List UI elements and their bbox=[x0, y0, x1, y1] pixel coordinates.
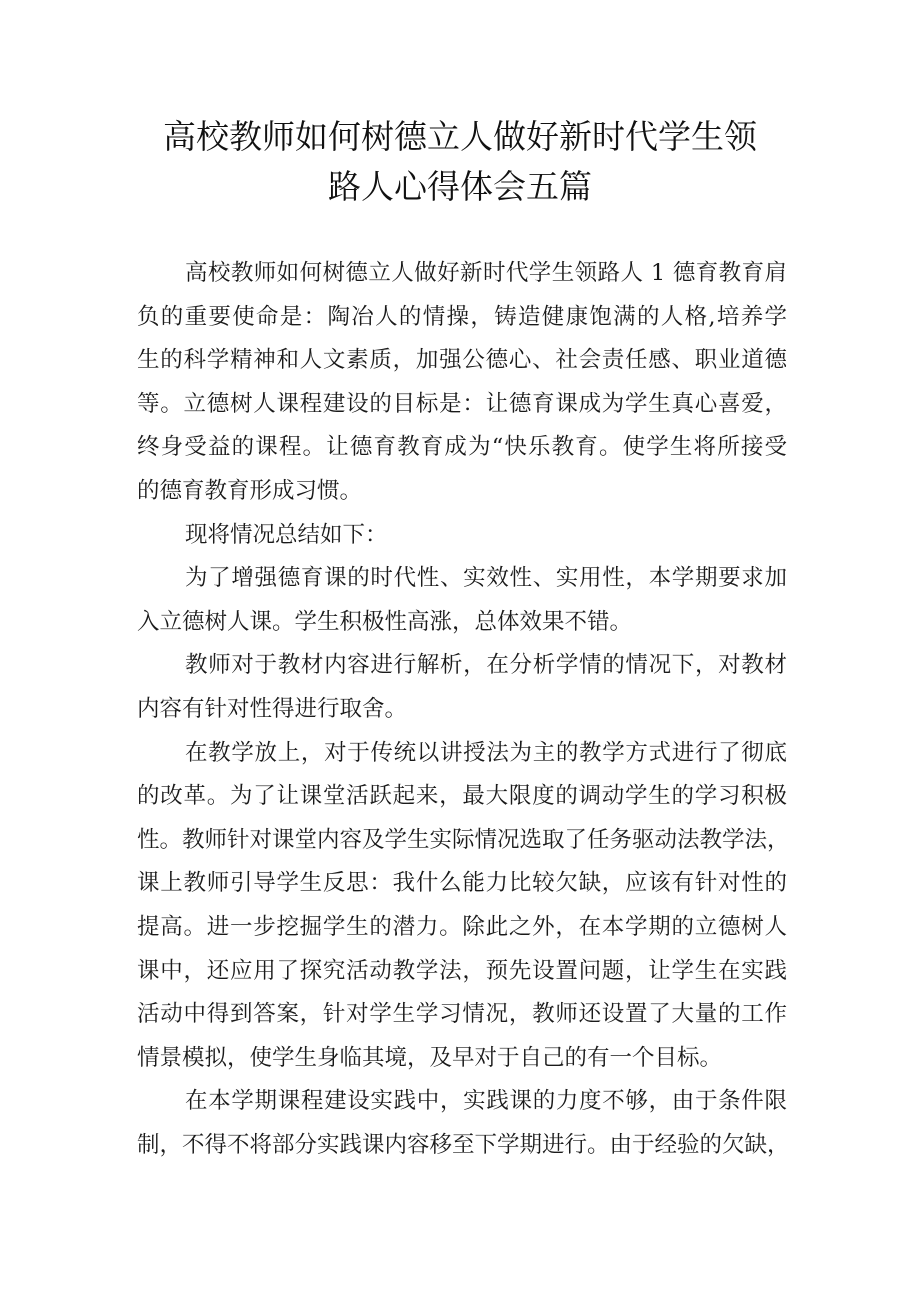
text-line: 的德育教育形成习惯。 bbox=[137, 477, 363, 504]
paragraph bbox=[137, 732, 790, 1081]
text-line: 高校教师如何树德立人做好新时代学生领路人 1 德育教育肩 bbox=[185, 260, 787, 286]
text-line: 等。立德树人课程建设的目标是：让德育课成为学生真心喜爱， bbox=[137, 390, 787, 417]
text-line: 为了增强德育课的时代性、实效性、实用性，本学期要求加 bbox=[185, 565, 787, 592]
text-line: 课中，还应用了探究活动教学法，预先设置问题，让学生在实践 bbox=[137, 957, 787, 984]
text-line: 入立德树人课。学生积极性高涨，总体效果不错。 bbox=[137, 608, 633, 635]
text-line: 性。教师针对课堂内容及学生实际情况选取了任务驱动法教学法， bbox=[137, 826, 790, 853]
paragraph bbox=[137, 1080, 790, 1167]
text-line: 内容有针对性得进行取舍。 bbox=[137, 695, 408, 722]
document-body bbox=[137, 252, 790, 1167]
text-line: 现将情况总结如下： bbox=[185, 521, 388, 548]
paragraph bbox=[137, 252, 787, 514]
text-line: 终身受益的课程。让德育教育成为“快乐教育。使学生将所接受 bbox=[137, 434, 787, 461]
text-line: 提高。进一步挖掘学生的潜力。除此之外，在本学期的立德树人 bbox=[137, 913, 787, 940]
title-line: 路人心得体会五篇 bbox=[328, 167, 592, 206]
text-line: 生的科学精神和人文素质，加强公德心、社会责任感、职业道德 bbox=[137, 347, 787, 374]
title-line: 高校教师如何树德立人做好新时代学生领 bbox=[163, 117, 757, 156]
text-line: 的改革。为了让课堂活跃起来，最大限度的调动学生的学习积极 bbox=[137, 783, 787, 810]
paragraph bbox=[137, 514, 787, 558]
text-line: 教师对于教材内容进行解析，在分析学情的情况下，对教材 bbox=[185, 652, 787, 679]
text-line: 课上教师引导学生反思：我什么能力比较欠缺，应该有针对性的 bbox=[137, 870, 787, 897]
text-line: 在本学期课程建设实践中，实践课的力度不够，由于条件限 bbox=[185, 1088, 787, 1115]
document-title bbox=[0, 112, 920, 212]
text-line: 在教学放上，对于传统以讲授法为主的教学方式进行了彻底 bbox=[185, 739, 787, 766]
paragraph bbox=[137, 557, 787, 644]
text-line: 负的重要使命是：陶冶人的情操，铸造健康饱满的人格,培养学 bbox=[137, 303, 787, 330]
text-line: 制，不得不将部分实践课内容移至下学期进行。由于经验的欠缺， bbox=[137, 1131, 790, 1158]
paragraph bbox=[137, 644, 787, 731]
text-line: 活动中得到答案，针对学生学习情况，教师还设置了大量的工作 bbox=[137, 1001, 787, 1028]
text-line: 情景模拟，使学生身临其境，及早对于自己的有一个目标。 bbox=[137, 1044, 723, 1071]
